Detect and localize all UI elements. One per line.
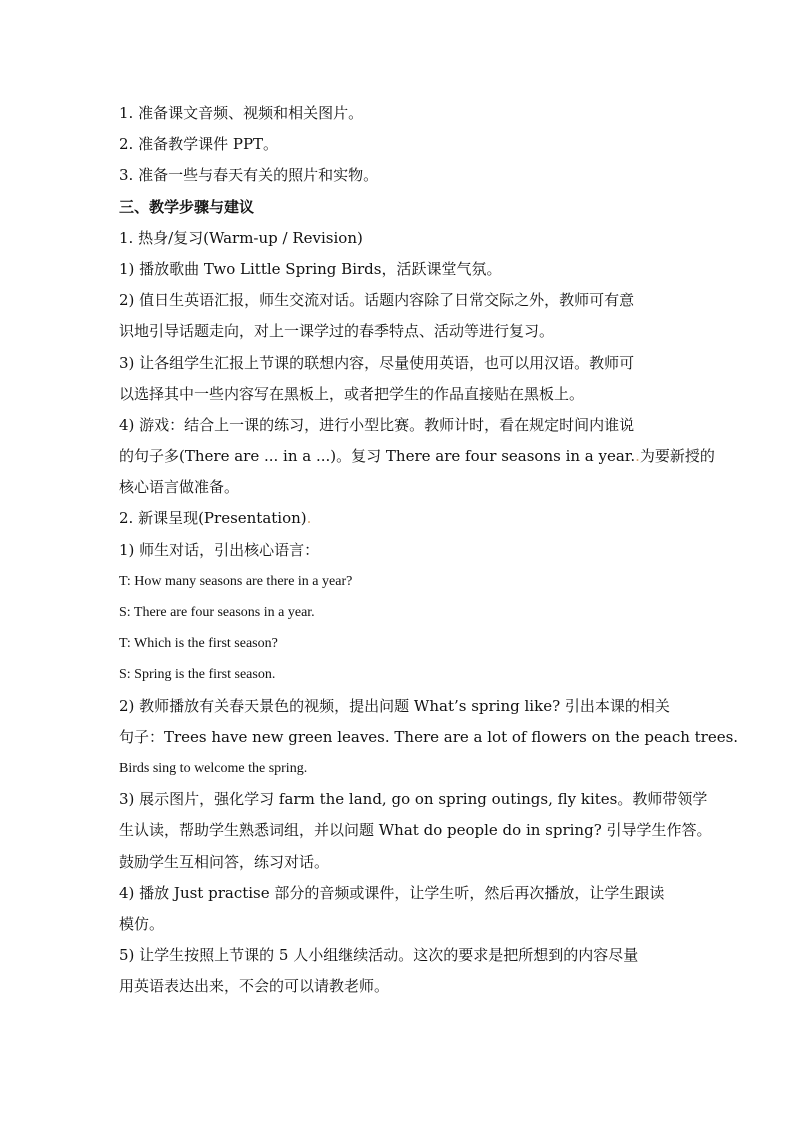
step-1-item-2-line-2: 识地引导话题走向，对上一课学过的春季特点、活动等进行复习。 (119, 322, 555, 341)
edit-mark: . (635, 447, 640, 466)
step-2-item-2-line-3: Birds sing to welcome the spring. (119, 760, 308, 776)
step-2-item-3-line-3: 鼓励学生互相问答，练习对话。 (119, 852, 330, 871)
prep-item-3: 3. 准备一些与春天有关的照片和实物。 (119, 166, 379, 185)
document-body (119, 98, 739, 1002)
step-2-item-1: 1) 师生对话，引出核心语言： (119, 540, 320, 559)
step-1-item-1: 1) 播放歌曲 Two Little Spring Birds，活跃课堂气氛。 (119, 259, 502, 278)
step-2-item-3-line-1: 3) 展示图片，强化学习 farm the land, go on spring outings, fly kites。教师带领学 (119, 790, 708, 809)
dialogue-line-3: T: Which is the first season? (119, 636, 278, 652)
section-heading: 三、教学步骤与建议 (119, 197, 255, 216)
prep-item-1: 1. 准备课文音频、视频和相关图片。 (119, 104, 364, 122)
step-1-item-4-line-2 (119, 441, 715, 472)
step-1-item-3-line-1: 3) 让各组学生汇报上节课的联想内容，尽量使用英语，也可以用汉语。教师可 (119, 353, 635, 372)
dialogue-line-1: T: How many seasons are there in a year? (119, 573, 353, 589)
step-2-item-2-line-2: 句子：Trees have new green leaves. There are a lot of flowers on the peach trees. (119, 727, 739, 746)
step-2-item-5-line-1: 5) 让学生按照上节课的 5 人小组继续活动。这次的要求是把所想到的内容尽量 (119, 946, 639, 965)
step-1-item-4-line-3: 核心语言做准备。 (119, 478, 240, 497)
step-2-heading (119, 503, 675, 534)
step-1-heading: 1. 热身/复习(Warm-up / Revision) (119, 228, 363, 247)
step-2-item-5-line-2: 用英语表达出来，不会的可以请教老师。 (119, 977, 390, 996)
dialogue-line-4: S: Spring is the first season. (119, 667, 276, 683)
step-2-item-4-line-1: 4) 播放 Just practise 部分的音频或课件，让学生听，然后再次播放，让学生跟读 (119, 883, 665, 902)
dialogue-line-2: S: There are four seasons in a year. (119, 605, 315, 620)
step-1-item-4-line-2-tail: 为要新授的 (639, 447, 715, 466)
step-2-item-2-line-1: 2) 教师播放有关春天景色的视频，提出问题 What’s spring like? 引出本课的相关 (119, 696, 670, 715)
step-1-item-2-line-1: 2) 值日生英语汇报，师生交流对话。话题内容除了日常交际之外，教师可有意 (119, 291, 635, 310)
step-1-item-4-line-1: 4) 游戏：结合上一课的练习，进行小型比赛。教师计时，看在规定时间内谁说 (119, 415, 635, 434)
step-2-item-3-line-2: 生认读，帮助学生熟悉词组，并以问题 What do people do in spring? 引导学生作答。 (119, 821, 712, 840)
step-2-item-4-line-2: 模仿。 (119, 914, 165, 933)
step-1-item-3-line-2: 以选择其中一些内容写在黑板上，或者把学生的作品直接贴在黑板上。 (119, 384, 585, 403)
step-2-heading-text: 2. 新课呈现(Presentation) (119, 509, 307, 528)
step-1-item-4-line-2-text: 的句子多(There are ... in a ...)。复习 There are four seasons in a year. (119, 447, 636, 466)
edit-mark: . (306, 509, 312, 528)
prep-item-2: 2. 准备教学课件 PPT。 (119, 135, 279, 154)
